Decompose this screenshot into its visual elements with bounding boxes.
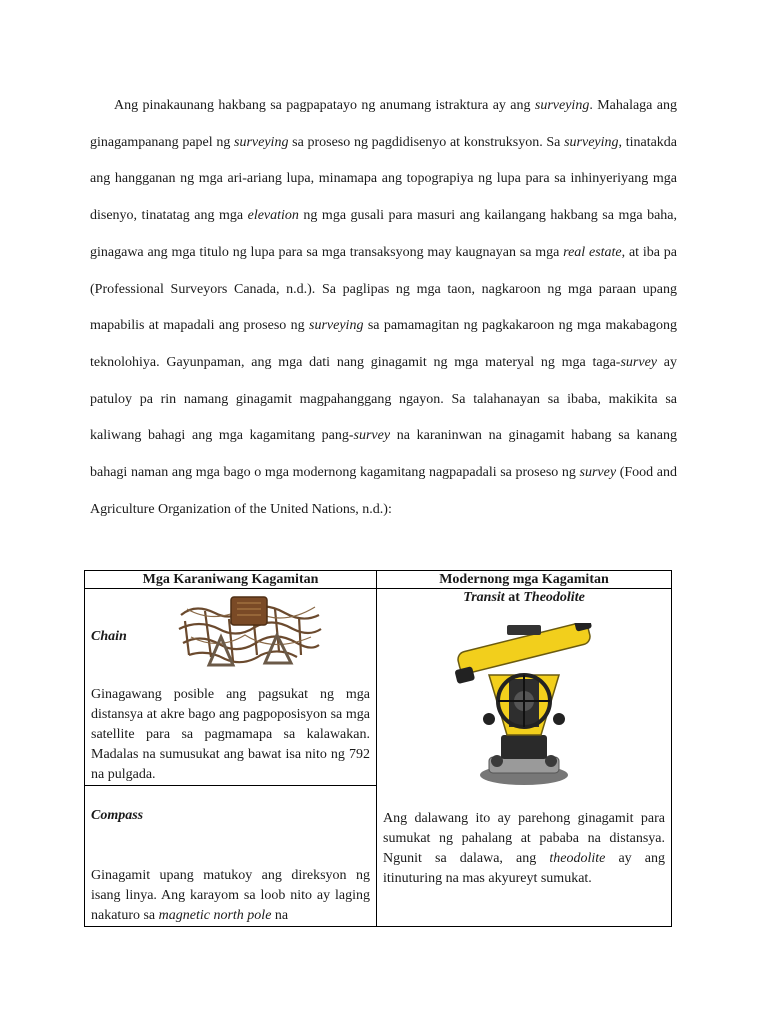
compass-cell (85, 786, 377, 927)
modern-tools-cell (377, 589, 672, 927)
header-left: Mga Karaniwang Kagamitan (85, 571, 377, 589)
chain-title: Chain (91, 629, 127, 644)
header-right: Modernong mga Kagamitan (377, 571, 672, 589)
chain-icon (175, 595, 325, 673)
compass-description: Ginagamit upang matukoy ang direksyon ng isang linya. Ang karayom sa loob nito ay laging nakaturo sa magnetic north pole na (91, 868, 370, 923)
chain-cell (85, 589, 377, 786)
compass-title: Compass (91, 808, 144, 823)
chain-description: Ginagawang posible ang pagsukat ng mga distansya at akre bago ang pagpoposisyon sa mga satellite para sa pagmamapa sa kalawakan. Madalas na sumusukat ang bawat isa nito ng 792 na pulgada. (91, 687, 370, 782)
tools-table (84, 570, 672, 927)
theodolite-icon (449, 623, 599, 789)
intro-paragraph: Ang pinakaunang hakbang sa pagpapatayo ng anumang istraktura ay ang surveying. Mahalaga ang ginagampanang papel ng surveying sa proseso ng pagdidisenyo at konstruksyon. Sa surveying, tinatakda ang hangganan ng mga ari-ariang lupa, minamapa ang topograpiya ng lupa para sa inhinyeriyang mga disenyo, tinatatag ang mga elevation ng mga gusali para masuri ang kailangang hakbang sa mga baha, ginagawa ang mga titulo ng lupa para sa mga transaksyong may kaugnayan sa mga real estate, at iba pa (Professional Surveyors Canada, n.d.). Sa paglipas ng mga taon, nagkaroon ng mga paraan upang mapabilis at mapadali ang proseso ng surveying sa pamamagitan ng pagkakaroon ng mga makabagong teknolohiya. Gayunpaman, ang mga dati nang ginagamit ng mga materyal ng mga taga-survey ay patuloy pa rin namang ginagamit magpahanggang ngayon. Sa talahanayan sa ibaba, makikita sa kaliwang bahagi ang mga kagamitang pang-survey na karaninwan na ginagamit habang sa kanang bahagi naman ang mga bago o mga modernong kagamitang nagpapadali sa proseso ng survey (Food and Agriculture Organization of the United Nations, n.d.): (90, 98, 678, 517)
modern-title: Transit at Theodolite (463, 590, 585, 605)
modern-description: Ang dalawang ito ay parehong ginagamit para sumukat ng pahalang at pababa na distansya. Ngunit sa dalawa, ang theodolite ay ang itinuturing na mas akyureyt sumukat. (383, 811, 665, 886)
